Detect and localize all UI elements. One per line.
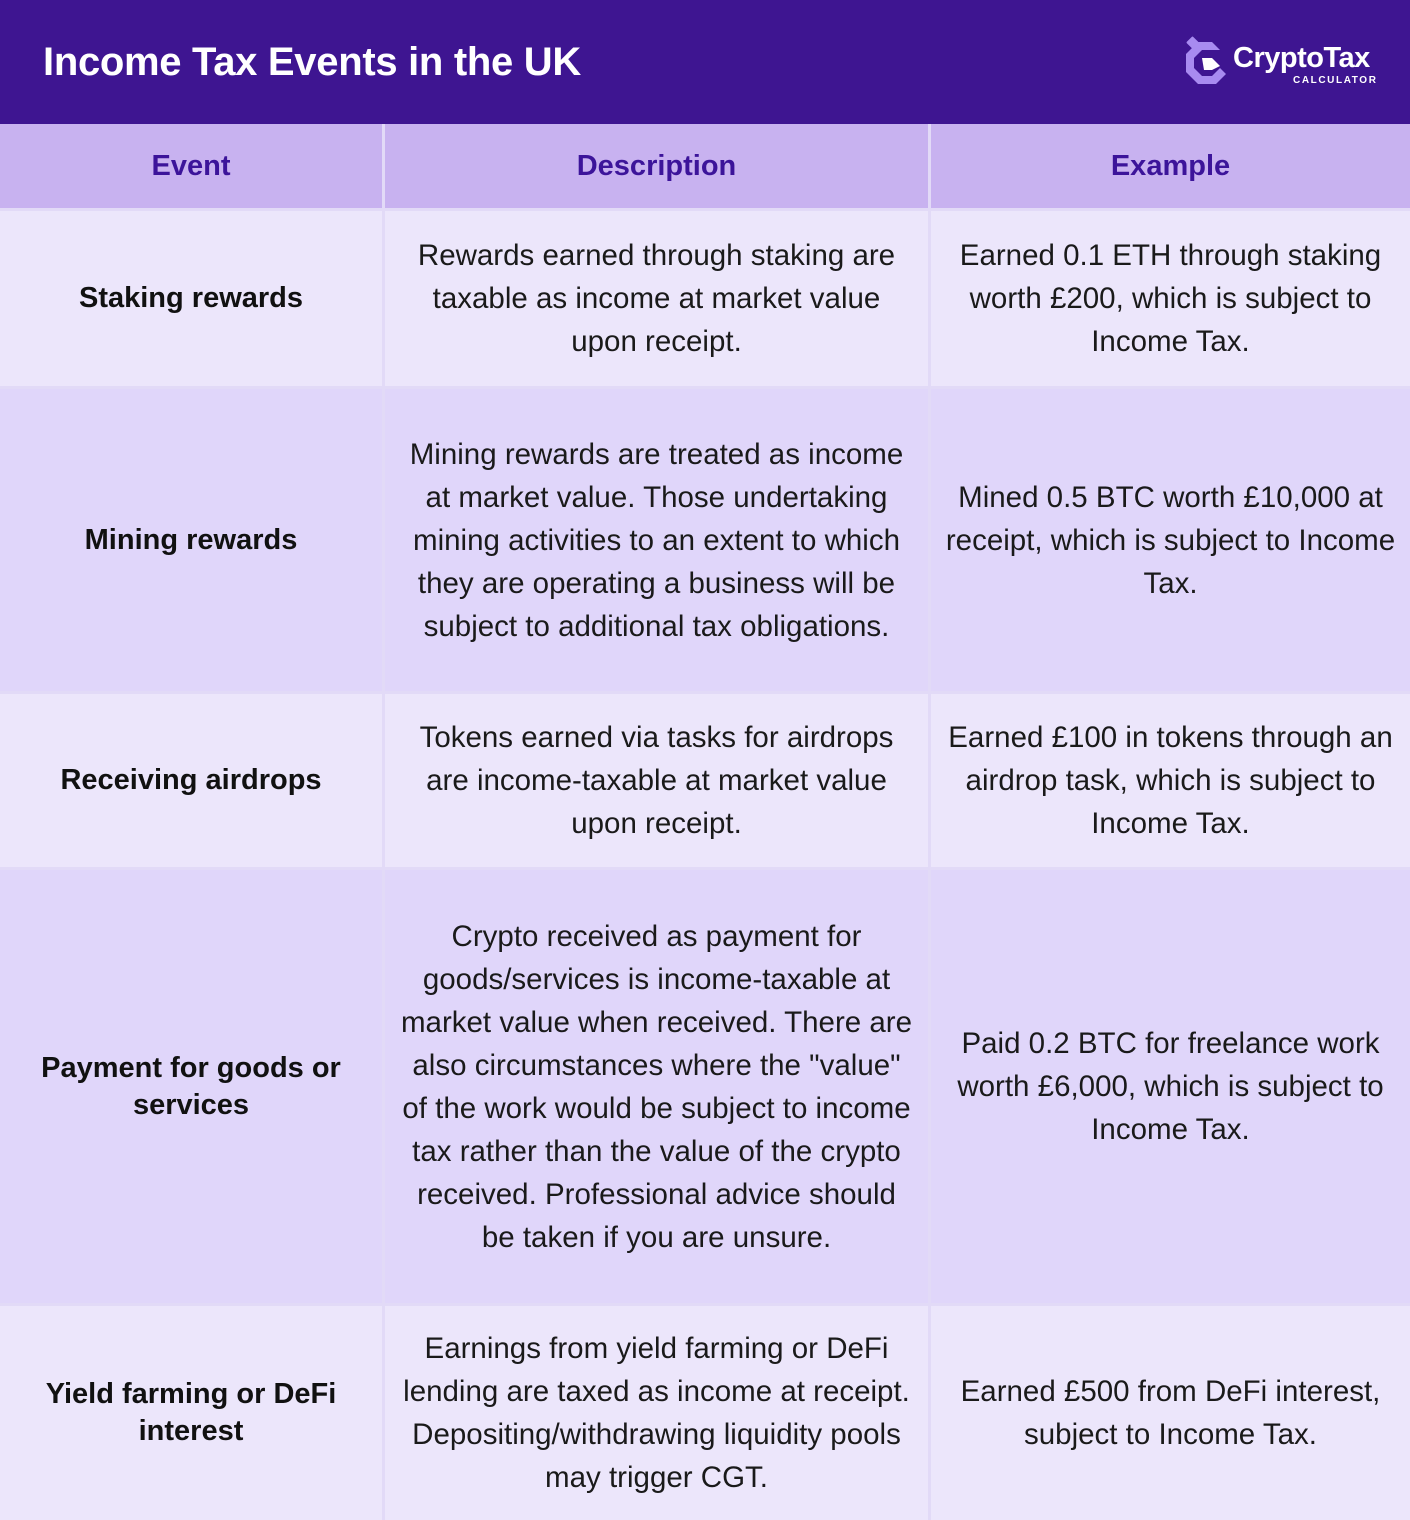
event-cell: Receiving airdrops	[60, 764, 322, 796]
example-cell: Earned £500 from DeFi interest, subject to Income Tax.	[960, 1375, 1381, 1451]
table-header-row	[0, 124, 1410, 208]
column-divider	[928, 124, 931, 1520]
example-cell: Earned 0.1 ETH through staking worth £200, which is subject to Income Tax.	[959, 239, 1382, 358]
table-row	[0, 694, 1410, 867]
description-cell: Crypto received as payment for goods/services is income-taxable at market value when received. There are also circumstances where the "value" of the work would be subject to income tax rather than the value of the crypto received. Professional advice should be taken if you are unsure.	[400, 919, 913, 1254]
table-row	[0, 211, 1410, 386]
column-header-example: Example	[1110, 149, 1231, 182]
income-tax-table	[0, 124, 1410, 1520]
row-divider	[0, 386, 1410, 389]
table-row	[0, 1306, 1410, 1520]
description-cell: Rewards earned through staking are taxable as income at market value upon receipt.	[417, 239, 896, 358]
page-title: Income Tax Events in the UK	[43, 40, 581, 84]
cryptotax-logo[interactable]	[1180, 36, 1385, 90]
column-header-description: Description	[576, 149, 737, 182]
page-header	[0, 0, 1410, 124]
example-cell: Earned £100 in tokens through an airdrop task, which is subject to Income Tax.	[948, 721, 1393, 840]
row-divider	[0, 1303, 1410, 1306]
logo-wordmark: CryptoTax	[1233, 42, 1370, 74]
description-cell: Earnings from yield farming or DeFi lending are taxed as income at receipt. Depositing/withdrawing liquidity pools may trigger CGT.	[403, 1332, 910, 1494]
event-cell: Staking rewards	[78, 282, 304, 314]
event-cell: Payment for goods or services	[41, 1051, 341, 1121]
description-cell: Tokens earned via tasks for airdrops are income-taxable at market value upon receipt.	[419, 721, 894, 840]
row-divider	[0, 208, 1410, 211]
cryptotax-logo-icon	[1180, 36, 1230, 88]
event-cell: Yield farming or DeFi interest	[45, 1378, 337, 1447]
description-cell: Mining rewards are treated as income at market value. Those undertaking mining activities to an extent to which they are operating a business will be subject to additional tax obligations.	[409, 437, 904, 643]
column-header-event: Event	[151, 149, 231, 182]
row-divider	[0, 691, 1410, 694]
row-divider	[0, 867, 1410, 870]
table-row	[0, 870, 1410, 1303]
logo-subtitle: CALCULATOR	[1293, 75, 1378, 86]
column-divider	[382, 124, 385, 1520]
table-row	[0, 389, 1410, 691]
example-cell: Mined 0.5 BTC worth £10,000 at receipt, which is subject to Income Tax.	[945, 480, 1396, 600]
example-cell: Paid 0.2 BTC for freelance work worth £6,000, which is subject to Income Tax.	[957, 1027, 1384, 1146]
event-cell: Mining rewards	[84, 523, 298, 556]
